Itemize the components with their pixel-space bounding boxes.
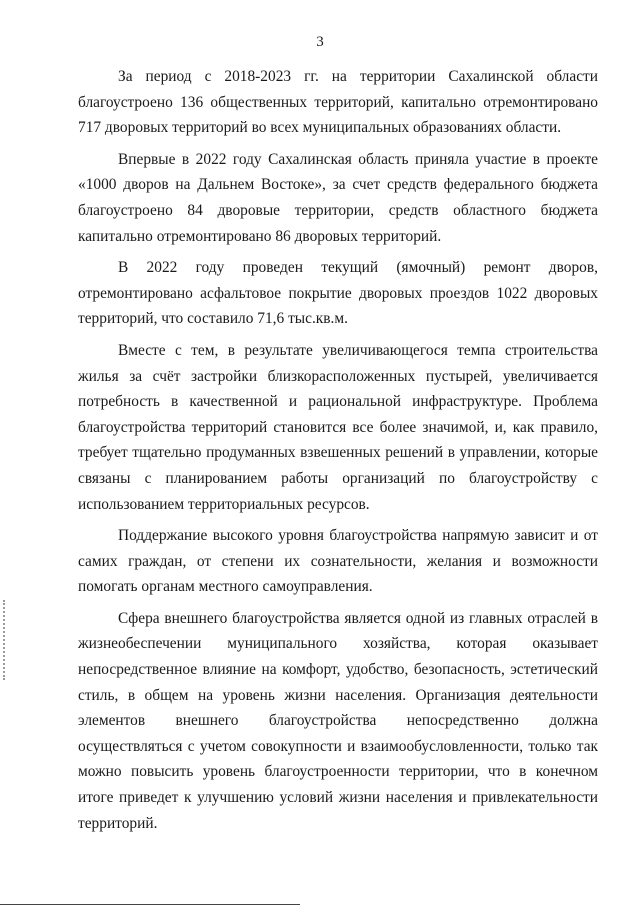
paragraph-external-improvement: Сфера внешнего благоустройства является одной из главных отраслей в жизнеобеспечении муниципального хозяйства, которая оказывает непосредственное влияние на комфорт, удобство, безопасность, эстетический стиль, в общем на уровень жизни населения. Организация деятельности элементов внешнего благоустройства непосредственно должна осуществляться с учетом совокупности и взаимообусловленности, только так можно повысить уровень благоустроенности территории, что в конечном итоге приведет к улучшению условий жизни населения и привлекательности территорий. (78, 609, 598, 832)
paragraph-1000-yards-project: Впервые в 2022 году Сахалинская область приняла участие в проекте «1000 дворов на Дальнем Востоке», за счет средств федерального бюджета благоустроено 84 дворовые территории, средств областного бюджета капитально отремонтировано 86 дворовых территорий. (78, 150, 598, 245)
document-body (78, 64, 598, 842)
paragraph-citizen-role: Поддержание высокого уровня благоустройства напрямую зависит и от самих граждан, от степени их сознательности, желания и возможности помогать органам местного самоуправления. (78, 527, 598, 596)
paragraph-construction-demand: Вместе с тем, в результате увеличивающегося темпа строительства жилья за счёт застройки близкорасположенных пустырей, увеличивается потребность в качественной и рациональной инфраструктуре. Проблема благоустройства территорий становится все более значимой, и, как правило, требует тщательно продуманных взвешенных решений в управлении, которые связаны с планированием работы организаций по благоустройству с использованием территориальных ресурсов. (78, 341, 598, 513)
scan-bottom-line (0, 904, 300, 905)
scan-edge-mark (3, 600, 7, 680)
page-number: 3 (316, 34, 324, 50)
paragraph-improvement-stats: За период с 2018-2023 гг. на территории Сахалинской области благоустроено 136 общественных территорий, капитально отремонтировано 717 дворовых территорий во всех муниципальных образованиях области. (78, 68, 598, 137)
paragraph-current-repair: В 2022 году проведен текущий (ямочный) ремонт дворов, отремонтировано асфальтовое покрытие дворовых проездов 1022 дворовых территорий, что составило 71,6 тыс.кв.м. (78, 259, 598, 328)
